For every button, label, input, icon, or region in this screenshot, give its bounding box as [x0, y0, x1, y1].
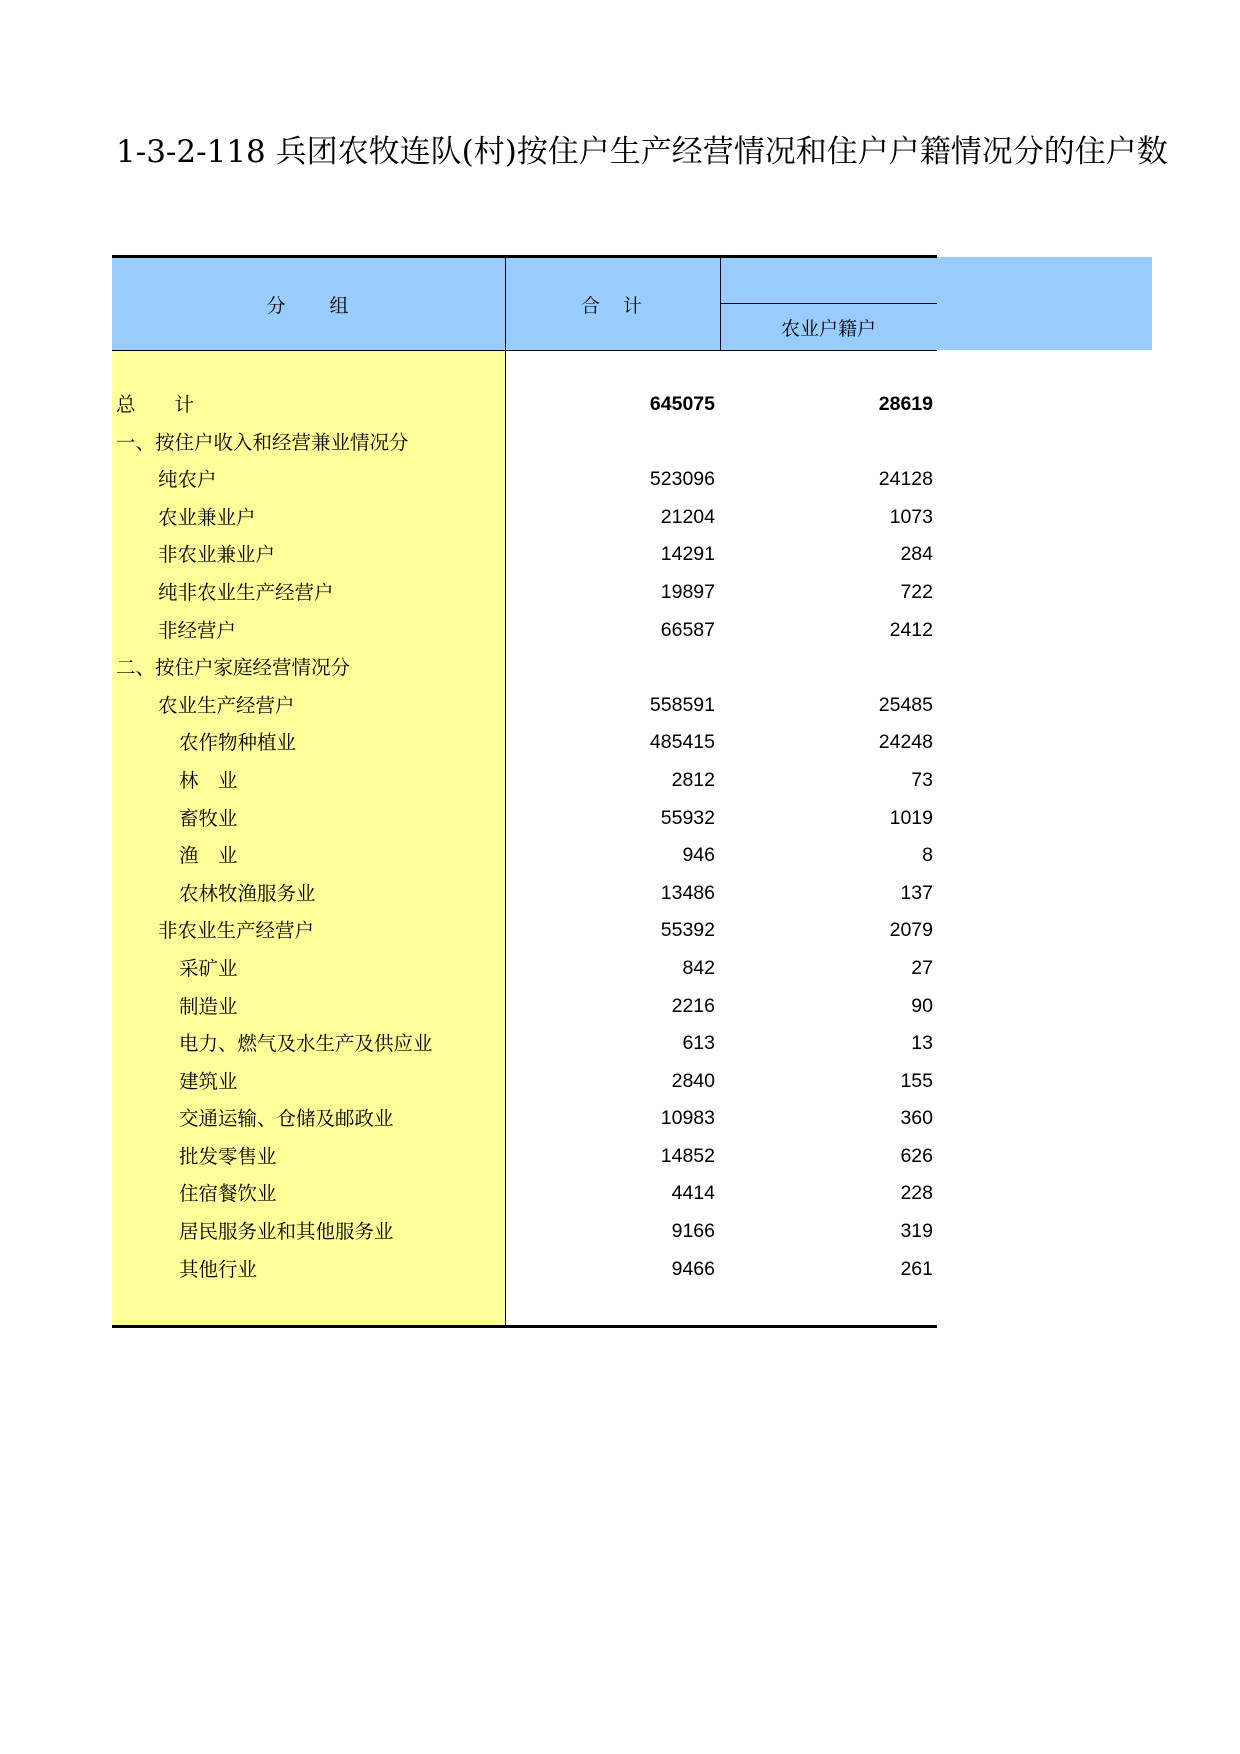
- row-agri-value: 1073: [889, 505, 933, 528]
- table-row: [112, 536, 937, 574]
- table-row: [112, 950, 937, 988]
- header-total: 合 计: [580, 294, 644, 317]
- row-total-value: 523096: [649, 468, 715, 491]
- table-row: [112, 1138, 937, 1176]
- row-agri-value: [720, 649, 933, 687]
- header-agri-household: 农业户籍户: [780, 317, 876, 340]
- row-label: 畜牧业: [179, 806, 238, 830]
- row-agri-value: 722: [900, 580, 933, 603]
- row-label: 二、按住户家庭经营情况分: [116, 656, 351, 680]
- table-row: [112, 1251, 937, 1289]
- data-table: [112, 255, 937, 1328]
- row-agri-value: 228: [900, 1182, 933, 1205]
- row-agri-value: 137: [900, 881, 933, 904]
- row-agri-value: 8: [922, 844, 933, 867]
- table-body: [112, 386, 937, 1288]
- row-agri-value: 24128: [878, 468, 933, 491]
- row-label: 其他行业: [179, 1257, 258, 1281]
- row-agri-value: 261: [900, 1257, 933, 1280]
- row-total-value: 558591: [649, 693, 715, 716]
- table-row: [112, 1175, 937, 1213]
- table-row: [112, 724, 937, 762]
- row-label: 农林牧渔服务业: [179, 881, 316, 905]
- row-total-value: 13486: [660, 881, 715, 904]
- row-total-value: 645075: [649, 393, 715, 415]
- table-row: [112, 1025, 937, 1063]
- row-total-value: [505, 649, 715, 687]
- table-row: [112, 424, 937, 462]
- row-agri-value: 284: [900, 543, 933, 566]
- row-total-value: 66587: [660, 618, 715, 641]
- row-agri-value: 2079: [889, 919, 933, 942]
- row-agri-value: 24248: [878, 731, 933, 754]
- row-label: 制造业: [179, 994, 238, 1018]
- header-group: 分 组: [266, 294, 351, 317]
- row-total-value: 613: [682, 1032, 715, 1055]
- row-total-value: 4414: [671, 1182, 715, 1205]
- table-row: [112, 875, 937, 913]
- header-subdivider: [720, 303, 937, 304]
- row-label: 农业兼业户: [158, 505, 256, 529]
- row-total-value: 485415: [649, 731, 715, 754]
- table-row: [112, 1063, 937, 1101]
- row-agri-value: 27: [911, 956, 933, 979]
- table-row: [112, 1100, 937, 1138]
- row-label: 住宿餐饮业: [179, 1182, 277, 1206]
- table-row: [112, 574, 937, 612]
- row-total-value: 2840: [671, 1069, 715, 1092]
- row-agri-value: 1019: [889, 806, 933, 829]
- header-divider: [720, 258, 721, 350]
- row-agri-value: 2412: [889, 618, 933, 641]
- row-agri-value: 155: [900, 1069, 933, 1092]
- row-label: 纯农户: [158, 468, 217, 492]
- row-agri-value: 13: [911, 1032, 933, 1055]
- row-label: 采矿业: [179, 956, 238, 980]
- table-row: [112, 800, 937, 838]
- table-row: [112, 386, 937, 424]
- table-row: [112, 461, 937, 499]
- row-label: 非经营户: [158, 618, 237, 642]
- table-row: [112, 687, 937, 725]
- table-row: [112, 612, 937, 650]
- row-label: 总 计: [116, 393, 195, 416]
- header-band-extension: [936, 257, 1152, 350]
- row-agri-value: 73: [911, 768, 933, 791]
- row-total-value: 21204: [660, 505, 715, 528]
- row-total-value: 55932: [660, 806, 715, 829]
- table-row: [112, 988, 937, 1026]
- row-agri-value: 626: [900, 1144, 933, 1167]
- row-total-value: [505, 424, 715, 462]
- table-row: [112, 912, 937, 950]
- row-label: 居民服务业和其他服务业: [179, 1220, 394, 1244]
- row-label: 非农业生产经营户: [158, 919, 315, 943]
- row-total-value: 9466: [671, 1257, 715, 1280]
- row-label: 农作物种植业: [179, 731, 297, 755]
- page-title: 1-3-2-118 兵团农牧连队(村)按住户生产经营情况和住户户籍情况分的住户数: [116, 134, 1168, 170]
- row-agri-value: 319: [900, 1220, 933, 1243]
- row-total-value: 2216: [671, 994, 715, 1017]
- row-total-value: 14852: [660, 1144, 715, 1167]
- header-top-span: [720, 258, 937, 303]
- row-total-value: 19897: [660, 580, 715, 603]
- row-total-value: 842: [682, 956, 715, 979]
- row-label: 批发零售业: [179, 1144, 277, 1168]
- header-divider: [505, 258, 506, 350]
- row-label: 交通运输、仓储及邮政业: [179, 1107, 394, 1131]
- table-header: [112, 258, 937, 351]
- row-agri-value: 28619: [878, 393, 933, 415]
- row-total-value: 2812: [671, 768, 715, 791]
- row-agri-value: 360: [900, 1107, 933, 1130]
- table-row: [112, 649, 937, 687]
- row-label: 电力、燃气及水生产及供应业: [179, 1032, 433, 1056]
- row-label: 农业生产经营户: [158, 693, 295, 717]
- row-label: 林 业: [179, 768, 238, 792]
- row-agri-value: [720, 424, 933, 462]
- row-total-value: 946: [682, 844, 715, 867]
- table-row: [112, 499, 937, 537]
- row-label: 建筑业: [179, 1069, 238, 1093]
- row-agri-value: 90: [911, 994, 933, 1017]
- row-agri-value: 25485: [878, 693, 933, 716]
- row-total-value: 10983: [660, 1107, 715, 1130]
- table-row: [112, 762, 937, 800]
- row-total-value: 9166: [671, 1220, 715, 1243]
- table-row: [112, 1213, 937, 1251]
- table-bottom-rule: [112, 1325, 937, 1328]
- row-total-value: 55392: [660, 919, 715, 942]
- row-label: 非农业兼业户: [158, 543, 276, 567]
- row-label: 一、按住户收入和经营兼业情况分: [116, 430, 409, 454]
- row-total-value: 14291: [660, 543, 715, 566]
- table-row: [112, 837, 937, 875]
- row-label: 纯非农业生产经营户: [158, 580, 334, 604]
- row-label: 渔 业: [179, 844, 238, 868]
